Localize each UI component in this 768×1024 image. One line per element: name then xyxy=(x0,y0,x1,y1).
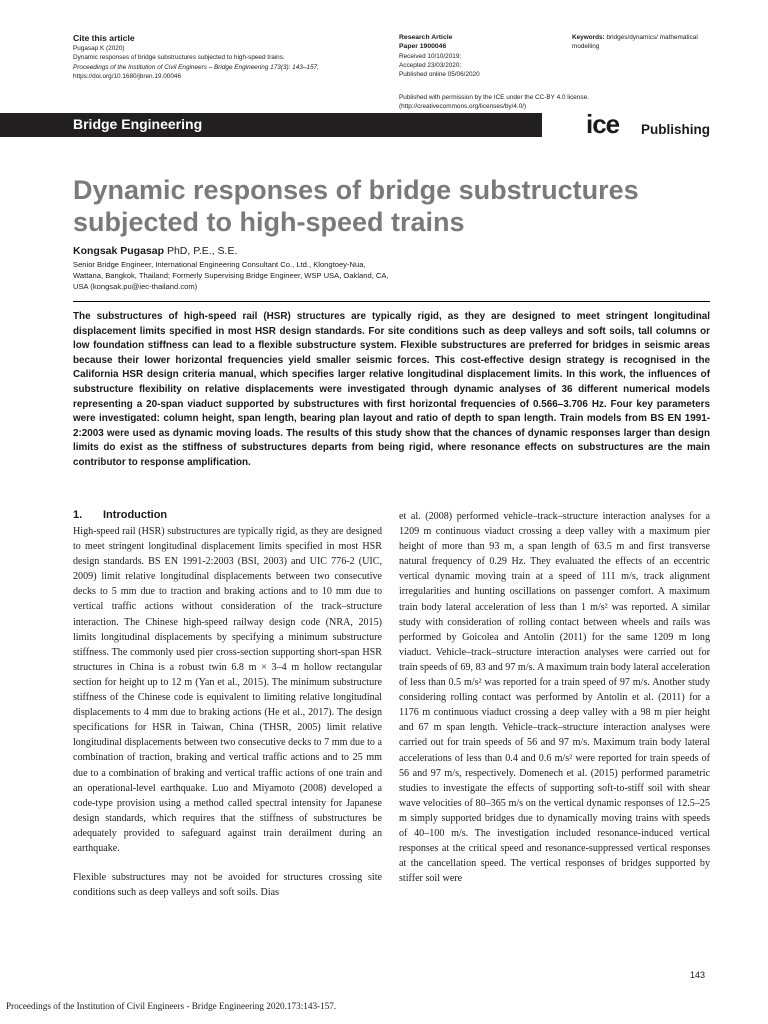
section-number: 1. xyxy=(73,509,83,521)
article-type: Research Article xyxy=(399,34,453,41)
page-number: 143 xyxy=(690,970,706,980)
author-affiliation: Senior Bridge Engineer, International Engineering Consultant Co., Ltd., Klongtoey-Nua, Wattana, Bangkok, Thailand; Formerly Supervising Bridge Engineer, WSP USA, Oakland, CA, USA (kongsak.pu@iec-thailand.com) xyxy=(73,260,389,291)
publisher-logo xyxy=(586,109,712,139)
cite-line: Pugasap K (2020) xyxy=(73,45,125,52)
article-title: Dynamic responses of bridge substructures subjected to high-speed trains xyxy=(73,175,639,237)
author-degrees: PhD, P.E., S.E. xyxy=(166,245,238,257)
left-column xyxy=(73,524,382,900)
cite-line: Proceedings of the Institution of Civil Engineers – Bridge Engineering 173(3): 143–157, xyxy=(73,63,319,71)
section-heading xyxy=(73,509,383,521)
accepted-date: Accepted 23/03/2020; xyxy=(399,61,462,69)
journal-name: Bridge Engineering xyxy=(73,116,203,132)
keywords-label: Keywords: xyxy=(572,34,605,41)
cite-line: Dynamic responses of bridge substructures subjected to high-speed trains. xyxy=(73,54,285,62)
ice-logo: ice xyxy=(586,109,620,139)
right-column xyxy=(399,509,710,886)
body-paragraph: High-speed rail (HSR) substructures are typically rigid, as they are designed to meet stringent longitudinal displacement limits specified in most HSR design standards. BS EN 1991-2:2003 (BSI, 2003) and UIC 776-2 (UIC, 2009) limit relative longitudinal displacements between two consecutive decks to 5 mm due to traction and braking actions and to 10 mm due to vertical traffic actions without consideration of the track–structure interaction. The Chinese high-speed railway design code (NRA, 2015) limits longitudinal displacements by specifying a minimum substructure stiffness. The commonly used pier cross-section supporting short-span HSR structures in China is a robust twin 6.8 m × 3–4 m hollow rectangular section for height up to 12 m (Yan et al., 2015). The minimum substructure stiffness of the Chinese code is equivalent to limiting relative longitudinal displacements to 4 mm due to braking actions (He et al., 2017). The design specifications for HSR in Taiwan, China (THSR, 2005) limit relative longitudinal displacements between two consecutive decks to 7 mm due to a combination of traction, braking and vertical traffic actions and to 25 mm due to a combination of braking and vertical traffic actions of one train and an operational-level earthquake. Luo and Miyamoto (2008) developed a code-type provision using a method called spectral intensity for Japanese design standards, which requires that the stiffness of substructures be adequately provided to safeguard against train derailment during an earthquake. xyxy=(73,526,382,854)
author-line xyxy=(73,245,713,257)
received-date: Received 10/10/2019; xyxy=(399,52,462,60)
author-name: Kongsak Pugasap xyxy=(73,245,165,257)
body-paragraph: et al. (2008) performed vehicle–track–structure interaction analyses for a 1209 m continuous viaduct crossing a deep valley with a maximum pier height of more than 93 m, a span length of 63.5 m and first transverse natural frequency of 0.29 Hz. They evaluated the effects of an eccentric vertical dynamic moving train at a speed of 111 m/s, track alignment irregularities and hunting oscillations on passenger comfort. A maximum train body lateral acceleration of less than 1 m/s² was reported. A similar study with consideration of rolling contact between wheels and rails was performed by Goicolea and Antolin (2011) for the same 1209 m long viaduct. Vehicle–track–structure interaction analyses were carried out for train speeds of 69, 83 and 97 m/s. A maximum train body lateral acceleration of less than 0.5 m/s² was reported for a train speed of 97 m/s. Another study considering rolling contact was performed by Antolin et al. (2011) for a 1176 m continuous viaduct crossing a deep valley with a 98 m pier height and 67 m span length. Vehicle–track–structure interaction analyses were carried out for train speeds of 56 and 97 m/s. Maximum train body lateral accelerations of less than 0.4 and 0.6 m/s² were reported for train speeds of 56 and 97 m/s, respectively. Domenech et al. (2015) performed parametric studies to investigate the effects of supporting soft-to-stiff soil with shear wave velocities of 80–365 m/s on the vertical dynamic responses of 12.5–25 m simply supported bridges due to dynamically moving trains with speeds of 40–100 m/s. The investigation included resonance-induced vertical responses at the critical speed and resonance-suppressed vertical responses at the cancellation speed. The vertical responses of bridges supported by stiffer soil were xyxy=(399,511,710,885)
divider xyxy=(73,301,710,302)
abstract: The substructures of high-speed rail (HSR) structures are typically rigid, as they are designed to meet stringent longitudinal displacement limits specified in most HSR design standards. For site conditions such as deep valleys and soft soils, tall columns or low foundation stiffness can lead to a flexible substructure system. Flexible substructures are preferred for bridges in seismic areas because their lower horizontal frequencies yield smaller seismic forces. This cost-effective design strategy is recognised in the California HSR design criteria manual, which specifies larger relative longitudinal displacement limits. In this work, the influences of substructure flexibility on relative displacements were investigated through dynamic analyses of 36 different numerical models representing a 20-span viaduct supported by substructures with first horizontal frequencies of 0.566–3.706 Hz. Four key parameters were investigated: column height, span length, bearing plan layout and ratio of depth to span length. Train models from BS EN 1991-2:2003 were used as dynamic moving loads. The results of this study show that the chances of dynamic responses larger than design limits do exist as the stiffness of substructures departs from being rigid, where resonance effects on substructures are the main contributor to response amplification. xyxy=(73,311,710,468)
cite-block xyxy=(73,33,373,81)
publisher-name: Publishing xyxy=(641,122,710,137)
keywords xyxy=(572,33,712,52)
license-link[interactable]: (http://creativecommons.org/licenses/by/4.0/) xyxy=(399,103,527,111)
doi-link[interactable]: https://doi.org/10.1680/jbren.19.00046 xyxy=(73,72,182,80)
permission-note xyxy=(399,93,659,112)
section-title: Introduction xyxy=(103,509,168,521)
permission-line: Published with permission by the ICE under the CC-BY 4.0 license. xyxy=(399,94,589,101)
page-footer: Proceedings of the Institution of Civil Engineers - Bridge Engineering 2020.173:143-157. xyxy=(6,1001,337,1011)
paper-number: Paper 1900046 xyxy=(399,43,447,51)
cite-heading: Cite this article xyxy=(73,33,135,43)
published-date: Published online 05/06/2020 xyxy=(399,71,480,79)
journal-bar xyxy=(0,113,542,137)
body-paragraph: Flexible substructures may not be avoided for structures crossing site conditions such as deep valleys and soft soils. Dias xyxy=(73,872,382,899)
article-info xyxy=(399,33,559,79)
keywords-text: bridges/dynamics/ mathematical modelling xyxy=(572,34,698,51)
